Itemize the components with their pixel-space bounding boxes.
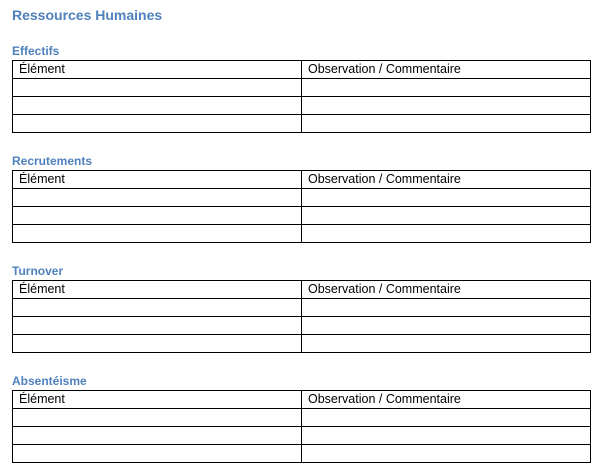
table-row bbox=[13, 445, 591, 463]
table-cell[interactable] bbox=[13, 79, 302, 97]
table-row bbox=[13, 189, 591, 207]
section-recrutements bbox=[12, 152, 590, 243]
table-row bbox=[13, 115, 591, 133]
table-turnover bbox=[12, 280, 591, 353]
table-cell[interactable] bbox=[302, 207, 591, 225]
table-cell[interactable] bbox=[302, 409, 591, 427]
column-header-observation: Observation / Commentaire bbox=[302, 281, 591, 299]
column-header-observation: Observation / Commentaire bbox=[302, 171, 591, 189]
table-row bbox=[13, 409, 591, 427]
table-cell[interactable] bbox=[302, 97, 591, 115]
table-row bbox=[13, 335, 591, 353]
table-cell[interactable] bbox=[13, 189, 302, 207]
table-row bbox=[13, 427, 591, 445]
section-turnover bbox=[12, 262, 590, 353]
column-header-element: Élément bbox=[13, 171, 302, 189]
table-cell[interactable] bbox=[13, 115, 302, 133]
table-effectifs bbox=[12, 60, 591, 133]
table-cell[interactable] bbox=[302, 427, 591, 445]
table-cell[interactable] bbox=[302, 225, 591, 243]
table-cell[interactable] bbox=[13, 207, 302, 225]
table-cell[interactable] bbox=[13, 225, 302, 243]
table-header-row bbox=[13, 391, 591, 409]
table-cell[interactable] bbox=[13, 409, 302, 427]
table-cell[interactable] bbox=[13, 317, 302, 335]
column-header-element: Élément bbox=[13, 61, 302, 79]
column-header-element: Élément bbox=[13, 391, 302, 409]
table-cell[interactable] bbox=[13, 445, 302, 463]
column-header-observation: Observation / Commentaire bbox=[302, 391, 591, 409]
table-cell[interactable] bbox=[302, 335, 591, 353]
table-cell[interactable] bbox=[302, 79, 591, 97]
table-cell[interactable] bbox=[13, 335, 302, 353]
table-cell[interactable] bbox=[302, 299, 591, 317]
column-header-element: Élément bbox=[13, 281, 302, 299]
table-row bbox=[13, 299, 591, 317]
table-row bbox=[13, 225, 591, 243]
table-cell[interactable] bbox=[302, 317, 591, 335]
table-cell[interactable] bbox=[302, 445, 591, 463]
table-cell[interactable] bbox=[302, 115, 591, 133]
section-heading: Recrutements bbox=[12, 154, 93, 168]
table-cell[interactable] bbox=[13, 299, 302, 317]
table-header-row bbox=[13, 171, 591, 189]
table-header-row bbox=[13, 61, 591, 79]
table-header-row bbox=[13, 281, 591, 299]
table-row bbox=[13, 317, 591, 335]
table-absenteisme bbox=[12, 390, 591, 463]
page-title: Ressources Humaines bbox=[12, 7, 163, 23]
section-absenteisme bbox=[12, 372, 590, 463]
section-heading: Absentéisme bbox=[12, 374, 87, 388]
table-row bbox=[13, 97, 591, 115]
table-recrutements bbox=[12, 170, 591, 243]
section-heading: Turnover bbox=[12, 264, 64, 278]
table-row bbox=[13, 79, 591, 97]
section-heading: Effectifs bbox=[12, 44, 60, 58]
table-cell[interactable] bbox=[13, 97, 302, 115]
table-row bbox=[13, 207, 591, 225]
section-effectifs bbox=[12, 42, 590, 133]
table-cell[interactable] bbox=[13, 427, 302, 445]
table-cell[interactable] bbox=[302, 189, 591, 207]
column-header-observation: Observation / Commentaire bbox=[302, 61, 591, 79]
